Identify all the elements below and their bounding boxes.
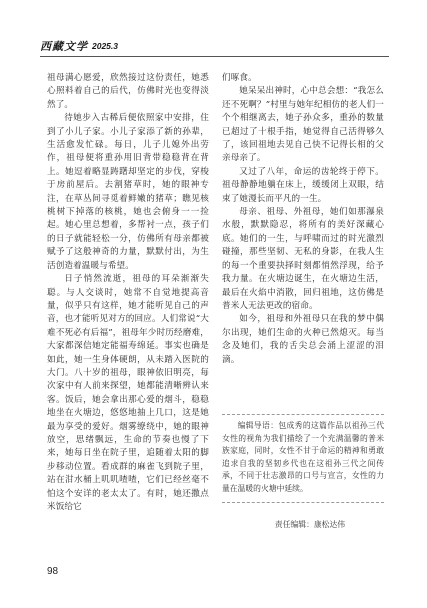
page-number: 98: [47, 566, 59, 577]
paragraph: 又过了八年，命运的齿轮终于停下。祖母静静地躺在床上，缓缓闭上双眼，结束了她漫长而平凡的一生。: [222, 166, 384, 204]
paragraph: 祖母满心愿爱，欣然接过这份责任，她悉心照料着自己的后代，仿佛时光也变得淡然了。: [47, 73, 209, 110]
header-divider: [40, 56, 389, 57]
masthead-header: [40, 38, 118, 54]
paragraph: 如今，祖母和外祖母只在我的梦中偶尔出现，她们生命的火种已然熄灭。每当念及她们，我的舌尖总会涌上涩涩的泪滴。: [222, 314, 384, 365]
issue-number: 2025.3: [92, 41, 118, 51]
magazine-title: 西藏文学: [40, 40, 88, 53]
paragraph: 日子悄然流逝，祖母的耳朵渐渐失聪。与人交谈时，她常不自觉地提高音量，似乎只有这样，她才能听见自己的声音，也才能听见对方的回应。人们常说“大难不死必有后福”，祖母年少时历经磨难，大家都深信她定能福寿绵延。事实也确是如此，她一生身体硬朗，从未踏入医院的大门。八十岁的祖母，眼神依旧明亮，每次家中有人前来探望，她都能清晰辨认来客。饭后，她会拿出那心爱的烟斗，稳稳地坐在火塘边，悠悠地抽上几口，这是她最为享受的爱好。烟雾缭绕中，她的眼神放空，思绪飘远，生命的节奏也慢了下来，她每日坐在院子里，追随着太阳的脚步移动位置。看成群的麻雀飞到院子里，站在泔水桶上叽叽喳喳，它们已经丝毫不怕这个安详的老太太了。有时，她还撒点米饭给它: [47, 274, 209, 512]
left-column: [47, 72, 209, 514]
paragraph: 待她步入古稀后便依照家中安排，住到了小儿子家。小儿子家添了新的孙辈，生活愈发忙碌。每日，儿子儿媳外出劳作，祖母便将重孙用旧背带稳稳背在背上。她逗着略显踌躇却坚定的步伐，穿梭于房前屋后。去割猪草时，她的眼神专注，在草丛间寻觅着鲜嫩的猪草；瞧见核桃树下掉落的核桃，她也会俯身一一捡起。她心里总想着，多帮衬一点，孩子们的日子就能轻松一分，仿佛所有母亲都被赋予了这般神奇的力量，默默付出，为生活创造着温暖与希望。: [47, 113, 209, 271]
right-column: [222, 72, 384, 367]
editor-note: 编辑导语：包成秀的这篇作品以祖孙三代女性的视角为我们描绘了一个充满温馨的普米族家庭，同时，女性不甘于命运的精神和勇敢追求自我的坚韧乡代也在这祖孙三代之间传承，不同于壮志激昂的口号与宣言，女性的力量在温暖的火塘中延续。: [222, 421, 384, 493]
paragraph: 母亲、祖母、外祖母，她们如那瀑泉水般，默默隐忍，将所有的美好深藏心底。她们的一生，与呼啸而过的时光激烈碰撞，那些坚韧、无私的身影，在我人生的每一个重要抉择时刻都悄然浮现，给予我力量。在火塘边诞生，在火塘边生活，最后在火焰中消散，回归祖地，这仿佛是普米人无法更改的宿命。: [222, 207, 384, 311]
editor-note-box: [222, 414, 384, 503]
paragraph: 她呆呆出神时，心中总会想：“我怎么还不死啊？”村里与她年纪相仿的老人们一个个相继离去，她子孙众多，重孙的数量已超过了十根手指，她觉得自己活得够久了，该回祖地去见自己快不记得长相的父亲母亲了。: [222, 86, 384, 164]
paragraph: 们啄食。: [222, 73, 257, 83]
editor-credit: 责任编辑：康松达伟: [274, 520, 346, 529]
